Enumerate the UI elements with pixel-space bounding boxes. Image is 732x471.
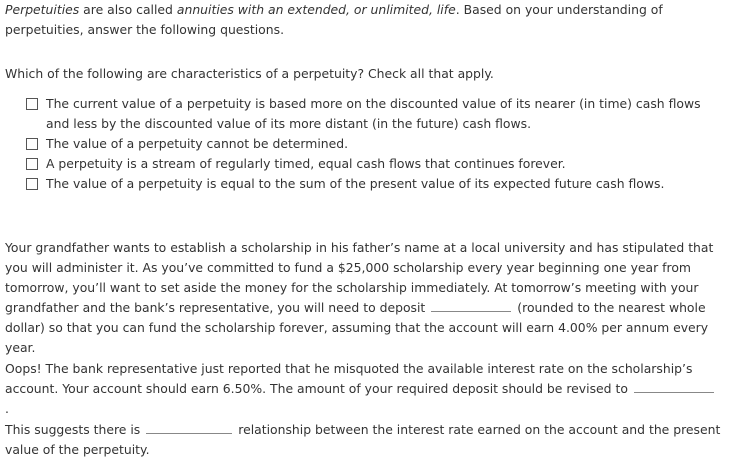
checkbox[interactable] [26,158,38,170]
option-label: The current value of a perpetuity is based more on the discounted value of its nearer (in time) cash flows and less by the discounted value of its more distant (in the future) cash flows. [46,96,701,131]
option-nearer-cash-flows[interactable] [26,94,726,134]
option-label: The value of a perpetuity is equal to the sum of the present value of its expected future cash flows. [46,176,665,191]
revised-deposit-answer-blank[interactable] [634,380,714,393]
scenario-text-before: Your grandfather wants to establish a scholarship in his father’s name at a local university and has stipulated that you will administer it. As you’ve committed to fund a $25,000 scholarship every year beginning one year from tomorrow, you’ll want to set aside the money for the scholarship immediately. At tomorrow’s meeting with your grandfather and the bank’s representative, you will need to deposit [5,240,714,315]
relationship-paragraph [5,420,723,460]
question-1-options [26,94,726,194]
scholarship-scenario [5,238,723,358]
checkbox[interactable] [26,98,38,110]
option-cannot-be-determined[interactable] [26,134,726,154]
checkbox[interactable] [26,178,38,190]
checkbox[interactable] [26,138,38,150]
conclusion-text-after: relationship between the interest rate earned on the account and the present value of the perpetuity. [5,422,721,457]
deposit-answer-blank[interactable] [431,299,511,312]
intro-italic-phrase: annuities with an extended, or unlimited, life [176,2,456,17]
question-1-prompt: Which of the following are characteristics of a perpetuity? Check all that apply. [5,66,494,81]
intro-text-1: are also called [79,2,177,17]
option-sum-of-present-values[interactable] [26,174,726,194]
intro-text-2: . Based on your understanding of perpetuities, answer the following questions. [5,2,663,37]
revision-text-before: Oops! The bank representative just reported that he misquoted the available interest rate on the scholarship’s account. Your account should earn 6.50%. The amount of your required deposit should be revised to [5,361,693,396]
revised-rate-paragraph [5,359,723,419]
option-label: A perpetuity is a stream of regularly timed, equal cash flows that continues forever. [46,156,566,171]
intro-term: Perpetuities [5,2,80,17]
revision-text-after: . [5,401,9,416]
conclusion-text-before: This suggests there is [5,422,141,437]
relationship-answer-blank[interactable] [146,421,232,434]
scenario-text-after: (rounded to the nearest whole dollar) so that you can fund the scholarship forever, assuming that the account will earn 4.00% per annum every year. [5,300,709,355]
intro-paragraph [5,0,723,40]
option-continues-forever[interactable] [26,154,726,174]
option-label: The value of a perpetuity cannot be determined. [46,136,349,151]
